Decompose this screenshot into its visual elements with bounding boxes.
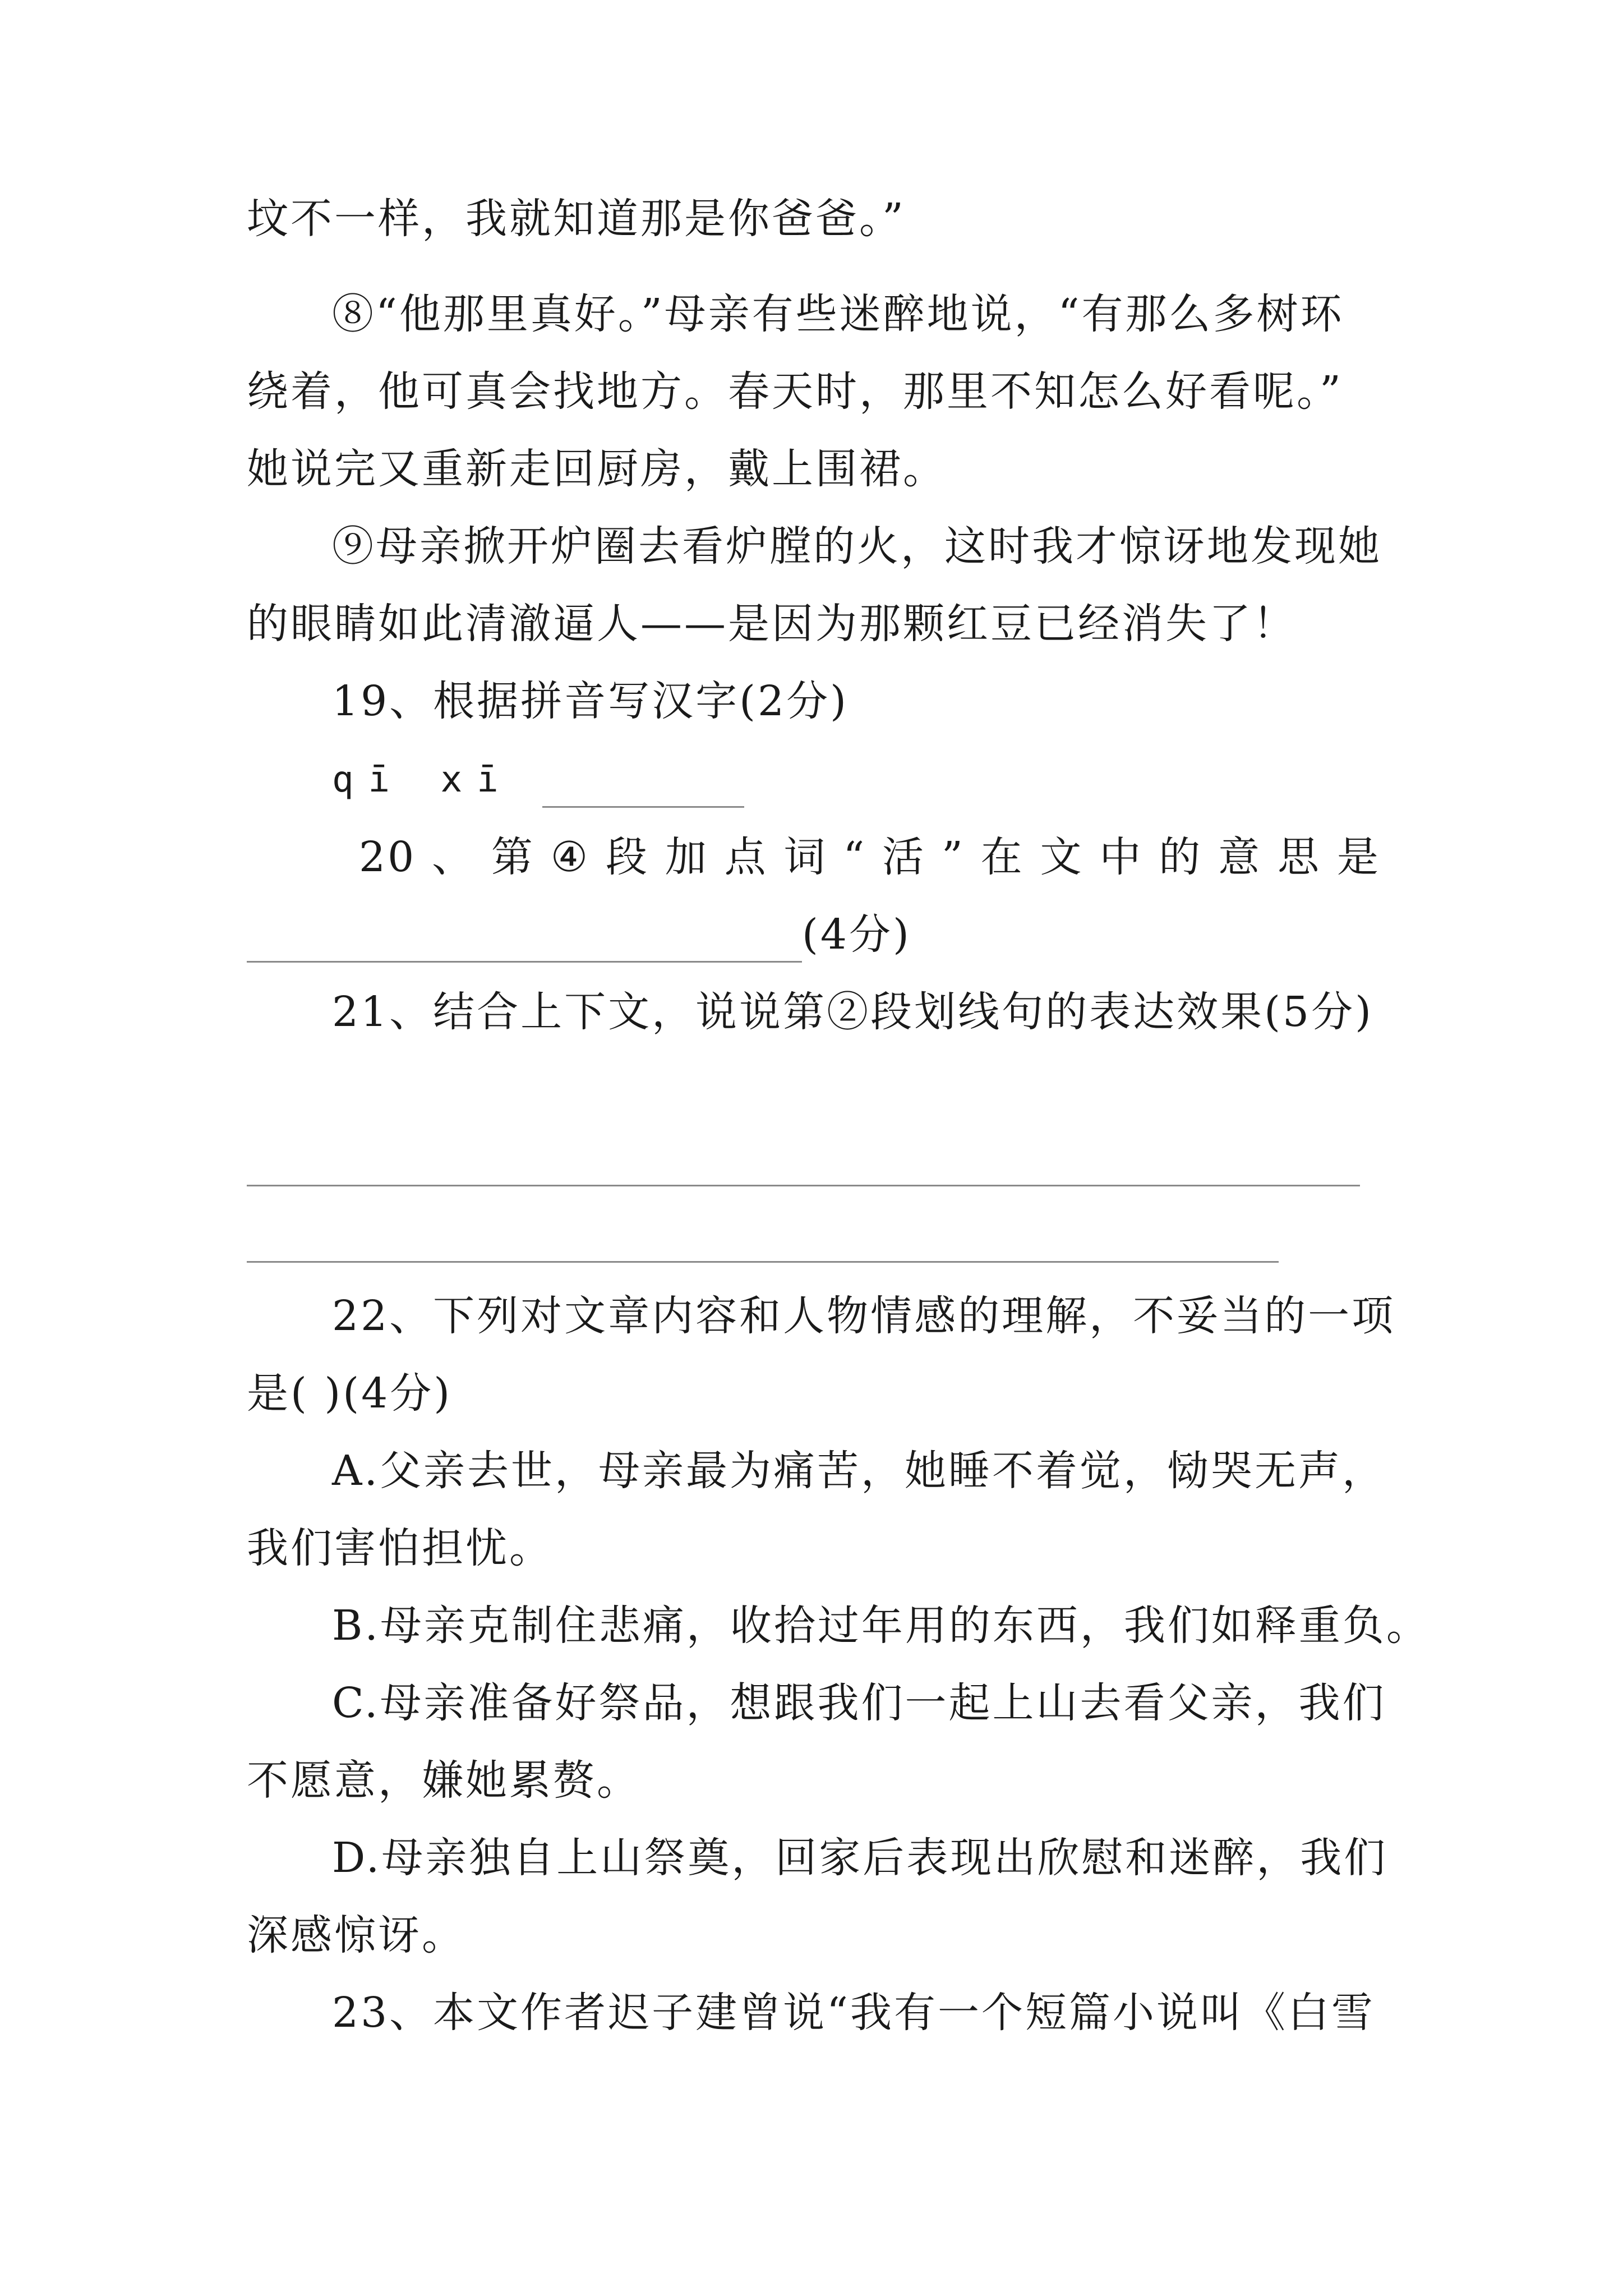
prompt-character: 在 <box>980 833 1025 881</box>
question-19-prompt: 19、根据拼音写汉字(2分) <box>332 677 849 725</box>
paragraph-9-line: 的眼睛如此清澈逼人——是因为那颗红豆已经消失了！ <box>247 600 1297 648</box>
prompt-character: 中 <box>1099 833 1144 881</box>
prompt-character: 20 <box>359 833 417 881</box>
question-22-prompt: 是( )(4分) <box>247 1369 453 1418</box>
prompt-character: 的 <box>1159 833 1203 881</box>
prompt-character: “ <box>843 833 867 881</box>
answer-blank[interactable] <box>247 922 802 963</box>
prompt-character: 、 <box>432 833 476 881</box>
prompt-character: 是 <box>1336 833 1381 881</box>
prompt-character: 点 <box>724 833 768 881</box>
prompt-character: ” <box>941 833 965 881</box>
question-20-prompt <box>359 829 1381 885</box>
option-d: D.母亲独自上山祭奠，回家后表现出欣慰和迷醉，我们 <box>332 1834 1388 1882</box>
option-a: A.父亲去世，母亲最为痛苦，她睡不着觉，恸哭无声， <box>332 1447 1386 1495</box>
prompt-character: 加 <box>665 833 709 881</box>
prompt-character: 意 <box>1218 833 1262 881</box>
prompt-character: 第 <box>491 833 535 881</box>
question-19-answer-row <box>332 752 744 808</box>
question-23-prompt: 23、本文作者迟子建曾说“我有一个短篇小说叫《白雪 <box>332 1989 1375 2037</box>
prompt-character: 词 <box>783 833 828 881</box>
prompt-character: 段 <box>605 833 649 881</box>
pinyin-text: qī xī <box>332 759 513 800</box>
question-20-answer-row <box>247 907 911 963</box>
answer-line[interactable] <box>247 1261 1279 1263</box>
passage-line: 坟不一样，我就知道那是你爸爸。” <box>247 195 906 243</box>
option-c: C.母亲准备好祭品，想跟我们一起上山去看父亲，我们 <box>332 1679 1386 1727</box>
paragraph-9-line: ⑨母亲掀开炉圈去看炉膛的火，这时我才惊讶地发现她 <box>332 522 1382 570</box>
option-b: B.母亲克制住悲痛，收拾过年用的东西，我们如释重负。 <box>332 1602 1430 1650</box>
paragraph-8-line: 她说完又重新走回厨房，戴上围裙。 <box>247 445 947 493</box>
prompt-character: 思 <box>1277 833 1321 881</box>
prompt-character: ④ <box>550 833 591 881</box>
option-a: 我们害怕担忧。 <box>247 1524 553 1572</box>
question-21-prompt: 21、结合上下文，说说第②段划线句的表达效果(5分) <box>332 988 1373 1036</box>
prompt-character: 活 <box>882 833 926 881</box>
option-d: 深感惊讶。 <box>247 1911 465 1959</box>
paragraph-8-line: ⑧“他那里真好。”母亲有些迷醉地说，“有那么多树环 <box>332 290 1344 338</box>
option-c: 不愿意，嫌她累赘。 <box>247 1756 640 1805</box>
paragraph-8-line: 绕着，他可真会找地方。春天时，那里不知怎么好看呢。” <box>247 367 1343 416</box>
score-label: (4分) <box>802 910 911 959</box>
answer-line[interactable] <box>247 1185 1360 1186</box>
answer-blank[interactable] <box>542 767 744 808</box>
prompt-character: 文 <box>1040 833 1084 881</box>
question-22-prompt: 22、下列对文章内容和人物情感的理解，不妥当的一项 <box>332 1292 1396 1340</box>
